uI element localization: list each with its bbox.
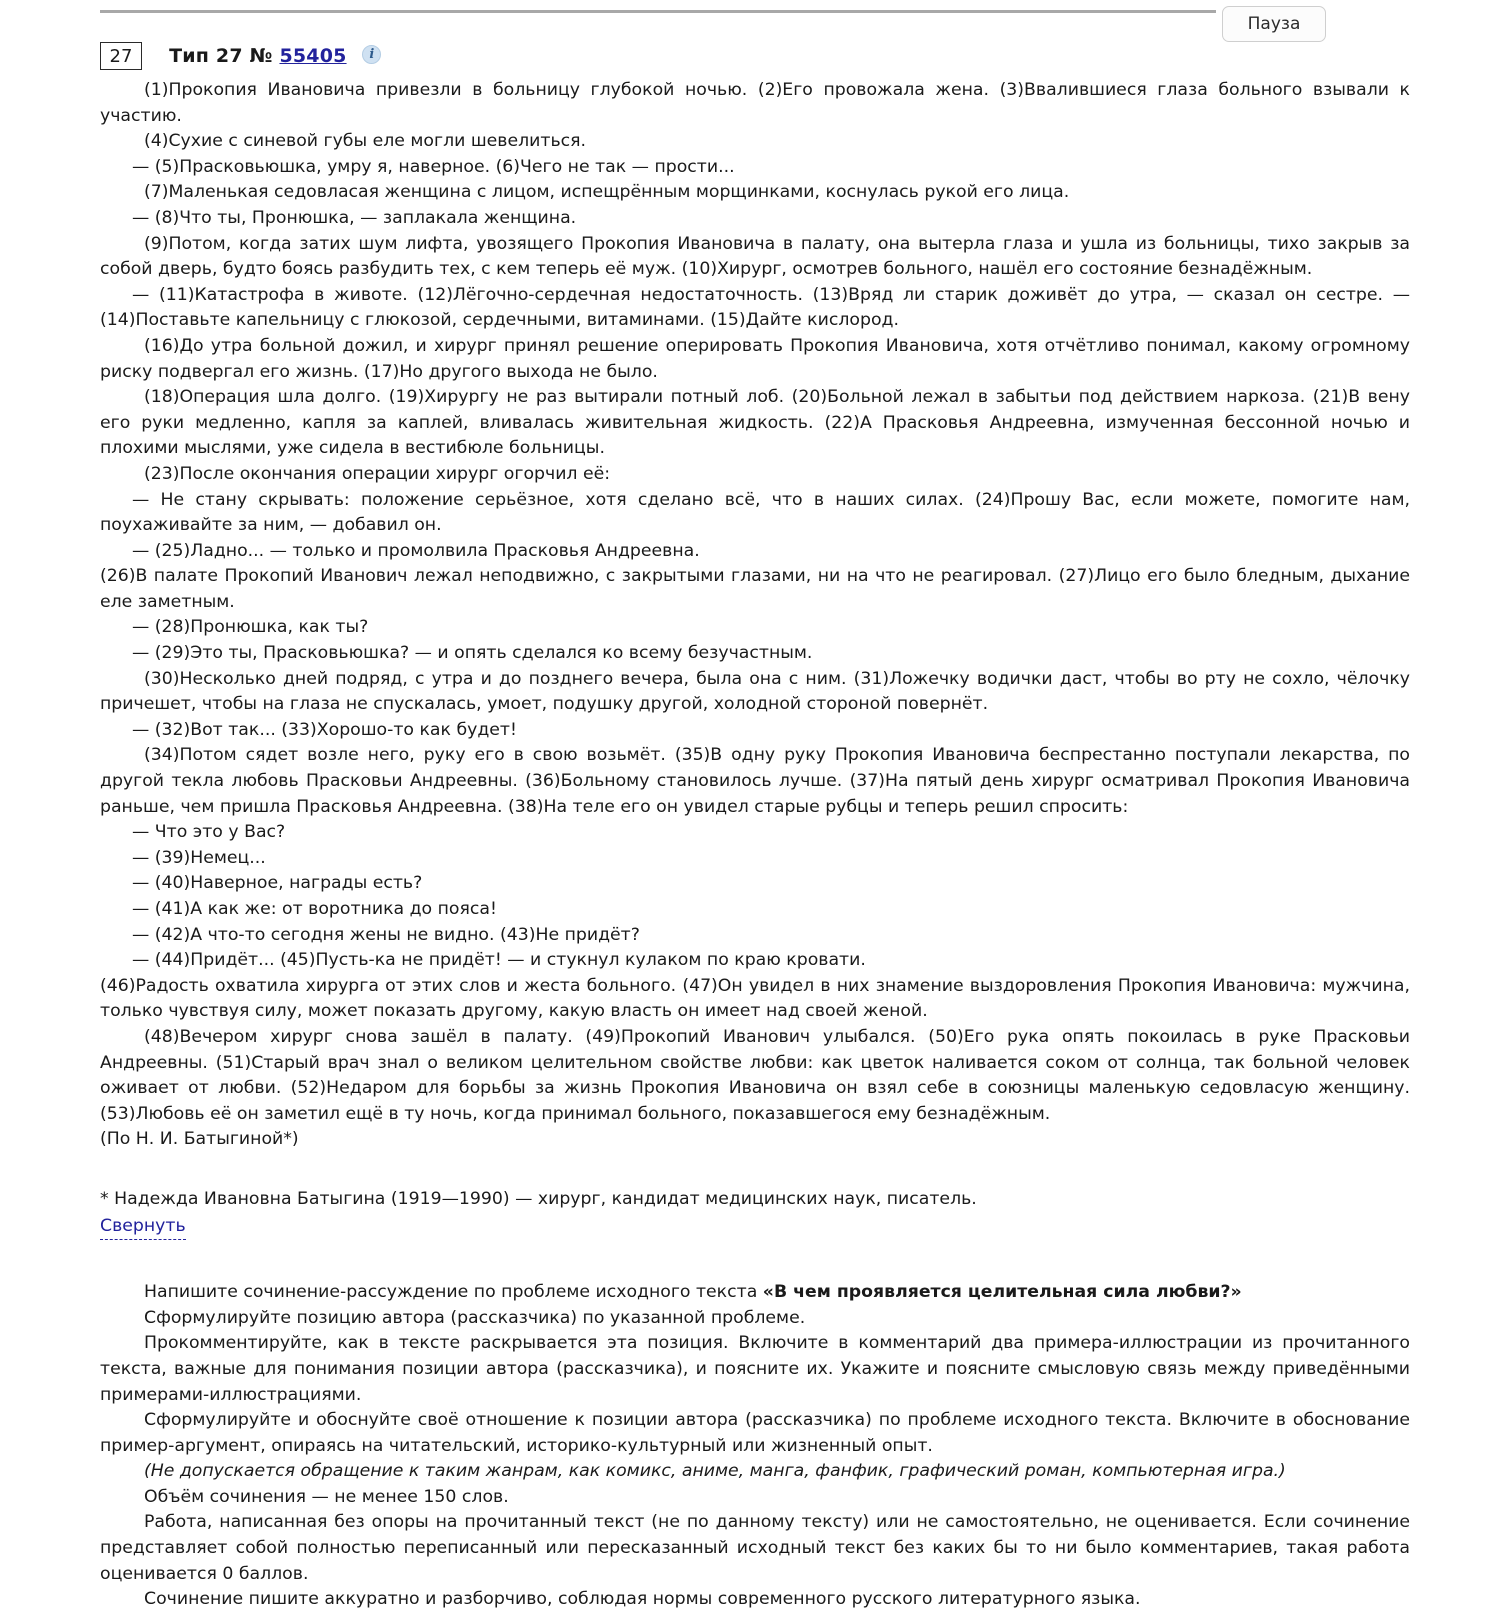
passage-paragraph: — (41)А как же: от воротника до пояса! <box>132 899 497 919</box>
passage-paragraph: — (42)А что-то сегодня жены не видно. (43)Не придёт? <box>132 924 640 945</box>
passage-paragraph: — (8)Что ты, Пронюшка, — заплакала женщина. <box>132 207 577 228</box>
pause-button[interactable]: Пауза <box>1222 6 1326 42</box>
task-paragraph-grading: Работа, написанная без опоры на прочитанный текст (не по данному тексту) или не самостоятельно, не оценивается. Если сочинение представляет собой полностью переписанный или пересказанный исходный текст без каких бы то ни было комментариев, такая работа оценивается 0 баллов. <box>100 1512 1410 1584</box>
passage-paragraph: (30)Несколько дней подряд, с утра и до позднего вечера, была она с ним. (31)Ложечку водички даст, чтобы во рту не сохло, чёлочку причешет, чтобы на глаза не спускалась, умоет, подушку другой, холодной стороной повернёт. <box>100 668 1410 715</box>
passage-paragraph: — (25)Ладно... — только и промолвила Прасковья Андреевна. <box>132 540 700 561</box>
passage-paragraph: — (5)Прасковьюшка, умру я, наверное. (6)Чего не так — прости... <box>132 156 735 177</box>
passage-paragraph: (9)Потом, когда затих шум лифта, увозящего Прокопия Ивановича в палату, она вытерла глаза и ушла из больницы, тихо закрыв за собой дверь, будто боясь разбудить тех, с кем теперь её муж. (10)Хирург, осмотрев больного, нашёл его состояние безнадёжным. <box>100 233 1410 280</box>
question-type-label: Тип 27 № <box>169 45 280 67</box>
info-icon[interactable]: i <box>362 45 381 64</box>
passage-paragraph: — (29)Это ты, Прасковьюшка? — и опять сделался ко всему безучастным. <box>132 643 813 664</box>
passage-paragraph: — Что это у Вас? <box>132 822 286 843</box>
passage-paragraph: — Не стану скрывать: положение серьёзное, хотя сделано всё, что в наших силах. (24)Прошу Вас, если можете, помогите нам, поухаживайте за ним, — добавил он. <box>100 489 1410 536</box>
passage-paragraph: — (40)Наверное, награды есть? <box>132 873 423 894</box>
passage-paragraph: — (11)Катастрофа в животе. (12)Лёгочно-сердечная недостаточность. (13)Вряд ли старик доживёт до утра, — сказал он сестре. — (14)Поставьте капельницу с глюкозой, сердечными, витаминами. (15)Дайте кислород. <box>100 284 1410 331</box>
passage-paragraph: (46)Радость охватила хирурга от этих слов и жеста больного. (47)Он увидел в них знамение выздоровления Прокопия Ивановича: мужчина, только чувствуя силу, может показать другому, какую власть он имеет над своей женой. <box>100 975 1410 1022</box>
task-line-position: Сформулируйте позицию автора (рассказчика) по указанной проблеме. <box>144 1307 806 1328</box>
passage-paragraph: (7)Маленькая седовласая женщина с лицом, испещрённым морщинками, коснулась рукой его лица. <box>144 182 1070 203</box>
passage-paragraph: (4)Сухие с синевой губы еле могли шевелиться. <box>144 131 587 152</box>
task-prompt-text: Напишите сочинение-рассуждение по проблеме исходного текста <box>144 1282 763 1303</box>
passage-paragraph: (34)Потом сядет возле него, руку его в свою возьмёт. (35)В одну руку Прокопия Ивановича беспрестанно поступали лекарства, по другой текла любовь Прасковьи Андреевны. (36)Больному становилось лучше. (37)На пятый день хирург осматривал Прокопия Ивановича раньше, чем пришла Прасковья Андреевна. (38)На теле его он увидел старые рубцы и теперь решил спросить: <box>100 745 1410 817</box>
task-paragraph-handwriting: Сочинение пишите аккуратно и разборчиво, соблюдая нормы современного русского литературного языка. <box>144 1589 1141 1610</box>
task-paragraph-length: Объём сочинения — не менее 150 слов. <box>144 1486 509 1507</box>
author-footnote: * Надежда Ивановна Батыгина (1919—1990) — хирург, кандидат медицинских наук, писатель. <box>100 1188 977 1209</box>
task-instructions <box>0 1280 1498 1613</box>
passage-paragraph: (23)После окончания операции хирург огорчил её: <box>144 463 611 484</box>
passage-body <box>0 76 1498 1153</box>
question-title <box>169 45 381 67</box>
task-paragraph-comment: Прокомментируйте, как в тексте раскрывается эта позиция. Включите в комментарий два примера-иллюстрации из прочитанного текста, важные для понимания позиции автора (рассказчика), и поясните их. Укажите и поясните смысловую связь между приведёнными примерами-иллюстрациями. <box>100 1333 1410 1405</box>
passage-paragraph: — (32)Вот так... (33)Хорошо-то как будет! <box>132 719 517 740</box>
task-line-prompt <box>100 1280 1410 1306</box>
task-problem-question: «В чем проявляется целительная сила любви?» <box>762 1282 1242 1303</box>
question-number-box: 27 <box>100 42 142 70</box>
passage-paragraph: — (44)Придёт... (45)Пусть-ка не придёт! — и стукнул кулаком по краю кровати. <box>132 950 866 971</box>
top-toolbar <box>0 0 1498 36</box>
task-paragraph-genres-note: (Не допускается обращение к таким жанрам, как комикс, аниме, манга, фанфик, графический роман, компьютерная игра.) <box>144 1461 1286 1482</box>
passage-paragraph: (1)Прокопия Ивановича привезли в больницу глубокой ночью. (2)Его провожала жена. (3)Ввалившиеся глаза больного взывали к участию. <box>100 80 1410 126</box>
passage-paragraph: (18)Операция шла долго. (19)Хирургу не раз вытирали потный лоб. (20)Больной лежал в забытьи под действием наркоза. (21)В вену его руки медленно, капля за каплей, вливалась живительная жидкость. (22)А Прасковья Андреевна, измученная бессонной ночью и плохими мыслями, уже сидела в вестибюле больницы. <box>100 387 1410 459</box>
passage-paragraph: — (28)Пронюшка, как ты? <box>132 617 369 638</box>
passage-paragraph: (16)До утра больной дожил, и хирург принял решение оперировать Прокопия Ивановича, хотя отчётливо понимал, какому огромному риску подвергал его жизнь. (17)Но другого выхода не было. <box>100 335 1410 382</box>
passage-paragraph: (48)Вечером хирург снова зашёл в палату. (49)Прокопий Иванович улыбался. (50)Его рука опять покоилась в руке Прасковьи Андреевны. (51)Старый врач знал о великом целительном свойстве любви: как цветок наливается соком от солнца, так больной человек оживает от любви. (52)Недаром для борьбы за жизнь Прокопия Ивановича он взял себе в союзницы маленькую седовласую женщину. (53)Любовь её он заметил ещё в ту ночь, когда принимал больного, показавшегося ему безнадёжным. <box>100 1026 1410 1124</box>
task-id-link[interactable]: 55405 <box>279 45 347 67</box>
question-header <box>0 42 1498 76</box>
footnote-block <box>0 1187 1498 1240</box>
passage-paragraph: — (39)Немец... <box>132 847 266 868</box>
horizontal-divider <box>100 10 1216 13</box>
passage-attribution: (По Н. И. Батыгиной*) <box>100 1129 299 1150</box>
passage-paragraph: (26)В палате Прокопий Иванович лежал неподвижно, с закрытыми глазами, ни на что не реагировал. (27)Лицо его было бледным, дыхание еле заметным. <box>100 566 1410 612</box>
collapse-link[interactable]: Свернуть <box>100 1214 186 1241</box>
task-paragraph-opinion: Сформулируйте и обоснуйте своё отношение к позиции автора (рассказчика) по проблеме исходного текста. Включите в обоснование пример-аргумент, опираясь на читательский, историко-культурный или жизненный опыт. <box>100 1410 1410 1456</box>
